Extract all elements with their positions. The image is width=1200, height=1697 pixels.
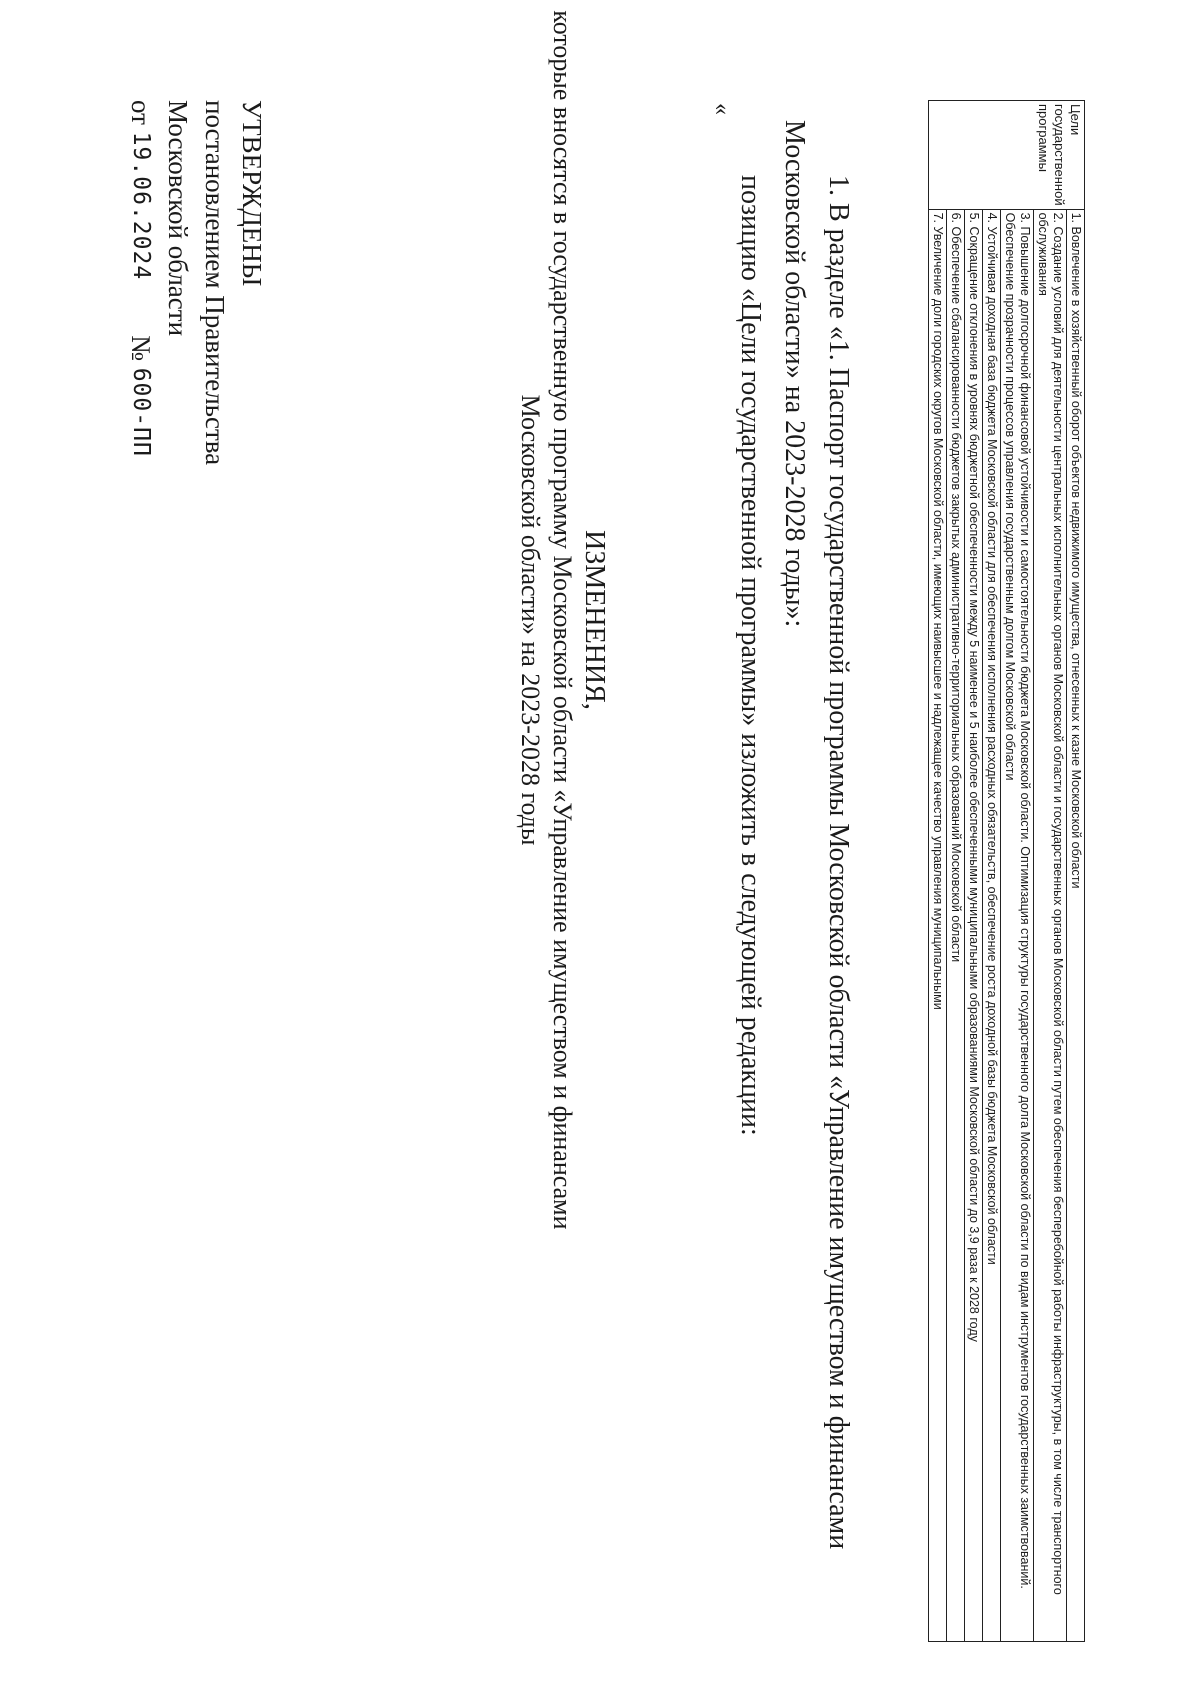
opening-quote: « xyxy=(709,103,735,115)
document-title xyxy=(514,0,610,1240)
approval-heading: УТВЕРЖДЕНЫ xyxy=(237,100,267,287)
title-line-3: Московской области» на 2023-2028 годы xyxy=(516,394,545,846)
title-heading: ИЗМЕНЕНИЯ, xyxy=(579,530,610,710)
approval-issuer: постановлением Правительства xyxy=(200,100,230,466)
table-row xyxy=(983,101,1001,1642)
date-prefix: от xyxy=(126,100,156,125)
goal-cell-5: 5. Сокращение отклонения в уровнях бюджетной обеспеченности между 5 наименее и 5 наиболее обеспеченными муниципальными образованиями Московской области до 3,9 раза к 2028 году xyxy=(965,209,983,1641)
goal-cell-3: 3. Повышение долгосрочной финансовой устойчивости и самостоятельности бюджета Московской области. Оптимизация структуры государственного долга Московской области по видам инструментов государственных заимствований. Обеспечение прозрачности процессов управления государственным долгом Московской области xyxy=(1001,209,1034,1641)
goals-label-cell: Цели государственной программы xyxy=(929,101,1085,210)
table-row xyxy=(929,101,947,1642)
approval-date-line xyxy=(122,100,159,480)
paragraph-line-3: позицию «Цели государственной программы» изложить в следующей редакции: xyxy=(735,175,766,1136)
goal-cell-6: 6. Обеспечение сбалансированности бюджетов закрытых административно-территориальных образований Московской области xyxy=(947,209,965,1641)
approval-number: 600-ПП xyxy=(128,367,154,457)
goal-cell-7: 7. Увеличение доли городских округов Московской области, имеющих наивысшее и надлежащее качество управления муниципальными xyxy=(929,209,947,1641)
goal-cell-1: 1. Вовлечение в хозяйственный оборот объектов недвижимого имущества, отнесенных к казне Московской области xyxy=(1067,209,1085,1641)
goals-table xyxy=(928,100,1085,1642)
goal-cell-2: 2. Создание условий для деятельности центральных исполнительных органов Московской области и государственных органов Московской области путем обеспечения бесперебойной работы инфраструктуры, в том числе транспортного обслуживания xyxy=(1034,209,1067,1641)
table-row xyxy=(947,101,965,1642)
approval-date: 19.06.2024 xyxy=(128,131,154,281)
amendment-paragraph xyxy=(728,120,860,1680)
approval-stamp xyxy=(122,100,270,480)
table-row xyxy=(965,101,983,1642)
paragraph-line-2: Московской области» на 2023-2028 годы»: xyxy=(779,120,810,628)
title-line-2: которые вносятся в государственную программу Московской области «Управление имуществом и финансами xyxy=(548,10,577,1230)
table-row xyxy=(1034,101,1067,1642)
table-row xyxy=(1067,101,1085,1642)
table-row xyxy=(1001,101,1034,1642)
goal-cell-4: 4. Устойчивая доходная база бюджета Московской области для обеспечения исполнения расходных обязательств, обеспечение роста доходной базы бюджета Московской области xyxy=(983,209,1001,1641)
paragraph-line-1: 1. В разделе «1. Паспорт государственной программы Московской области «Управление имуществом и финансами xyxy=(823,175,854,1550)
number-prefix: № xyxy=(126,335,156,361)
approval-region: Московской области xyxy=(163,100,193,337)
